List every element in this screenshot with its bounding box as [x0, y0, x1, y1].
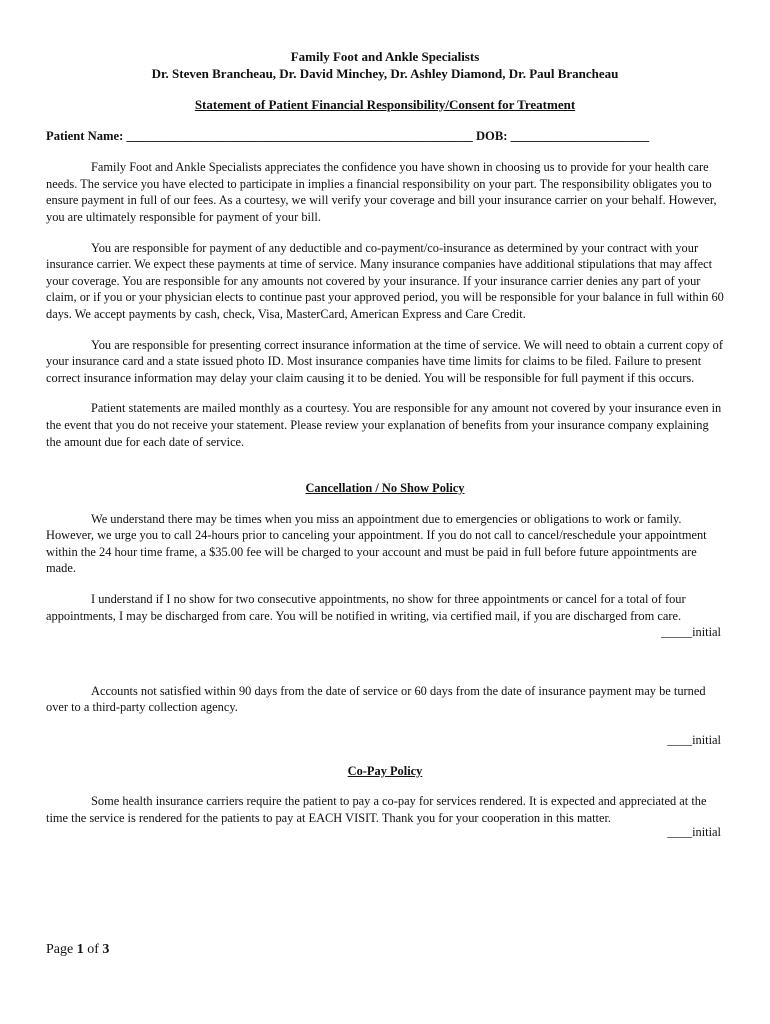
cancellation-title: Cancellation / No Show Policy [305, 481, 465, 496]
dob-field[interactable]: ______________________ [510, 128, 650, 143]
page-number [46, 942, 109, 959]
financial-paragraph-1: Family Foot and Ankle Specialists appreciates the confidence you have shown in choosing us to provide for your health care needs. The service you have elected to participate in implies a financial responsibility on your part. The responsibility obligates you to ensure payment in full of our fees. As a courtesy, we will verify your coverage and bill your insurance carrier on your behalf. However, you are ultimately responsible for payment of your bill. [46, 160, 717, 224]
financial-paragraph-4: Patient statements are mailed monthly as a courtesy. You are responsible for any amount not covered by your insurance even in the event that you do not receive your statement. Please review your explanation of benefits from your insurance company explaining the amount due for each date of service. [46, 401, 722, 449]
page-word: Page [46, 942, 74, 957]
of-word: of [87, 942, 99, 957]
copay-paragraph: Some health insurance carriers require the patient to pay a co-pay for services rendered. It is expected and appreciated at the time the service is rendered for the patients to pay at EACH VISIT. Thank you for your cooperation in this matter. [46, 794, 707, 825]
copay-initial-field[interactable]: ____initial [667, 825, 721, 840]
patient-name-field[interactable]: _______________________________________________________ [126, 128, 473, 143]
cancellation-paragraph-1: We understand there may be times when you miss an appointment due to emergencies or obligations to work or family. However, we urge you to call 24-hours prior to canceling your appointment. If you do not call to cancel/reschedule your appointment within the 24 hour time frame, a $35.00 fee will be charged to your account and must be paid in full before future appointments are made. [46, 511, 707, 576]
financial-paragraph-2: You are responsible for payment of any deductible and co-payment/co-insurance as determined by your contract with your insurance carrier. We expect these payments at time of service. Many insurance companies have additional stipulations that may affect your coverage. You are responsible for any amounts not covered by your insurance. If your insurance carrier denies any part of your claim, or if you or your physician elects to continue past your approved period, you will be responsible for your balance in full within 60 days. We accept payments by cash, check, Visa, MasterCard, American Express and Care Credit. [46, 240, 724, 321]
copay-title: Co-Pay Policy [347, 763, 423, 778]
collections-paragraph: Accounts not satisfied within 90 days from the date of service or 60 days from the date of insurance payment may be turned over to a third-party collection agency. [46, 683, 706, 715]
financial-paragraph-3: You are responsible for presenting correct insurance information at the time of service. We will need to obtain a current copy of your insurance card and a state issued photo ID. Most insurance companies have time limits for claims to be filed. Failure to present correct insurance information may delay your claim causing it to be denied. You will be responsible for full payment if this occurs. [46, 337, 723, 385]
statement-title: Statement of Patient Financial Responsibility/Consent for Treatment [194, 97, 576, 112]
patient-info-line [46, 128, 724, 145]
doctors-list: Dr. Steven Brancheau, Dr. David Minchey, Dr. Ashley Diamond, Dr. Paul Brancheau [151, 66, 619, 81]
cancellation-initial-field[interactable]: _____initial [661, 625, 721, 640]
practice-name: Family Foot and Ankle Specialists [290, 49, 480, 64]
total-pages: 3 [102, 942, 110, 957]
patient-name-label: Patient Name: [46, 128, 124, 143]
collections-initial-field[interactable]: ____initial [667, 733, 721, 748]
dob-label: DOB: [475, 128, 508, 143]
current-page: 1 [76, 942, 84, 957]
cancellation-paragraph-2: I understand if I no show for two consecutive appointments, no show for three appointments or cancel for a total of four appointments, I may be discharged from care. You will be notified in writing, via certified mail, if you are discharged from care. [46, 592, 686, 623]
